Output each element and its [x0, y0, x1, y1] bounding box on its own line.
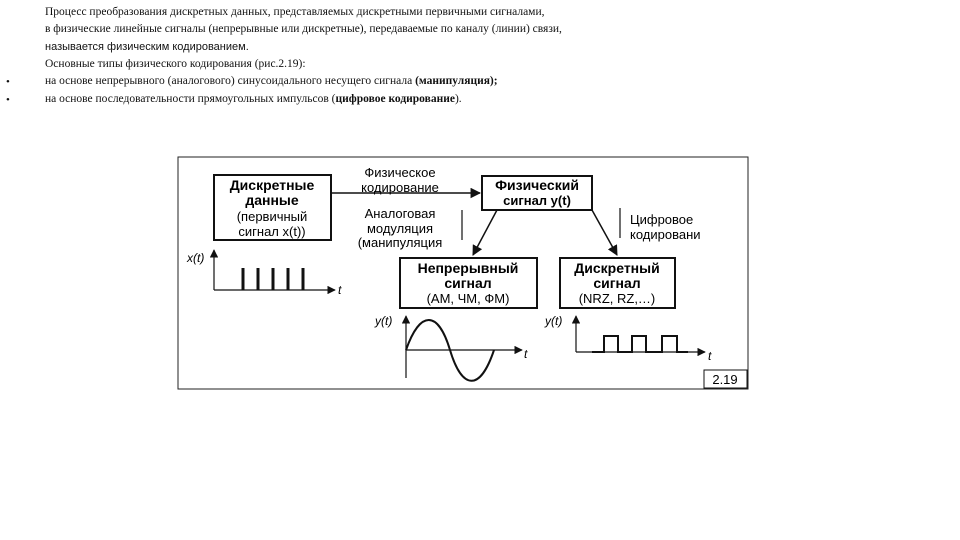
intro-line-1: Процесс преобразования дискретных данных, представляемых дискретными первичными сигналами,: [45, 6, 545, 18]
intro-line-2: в физические линейные сигналы (непрерывные или дискретные), передаваемые по каналу (линии) связи,: [45, 23, 562, 35]
plot-sine: [374, 314, 528, 381]
arrow-analog: [473, 210, 497, 255]
analog-label-line-3: (манипуляция: [357, 235, 443, 250]
box-discrete-signal-line-1: Дискретный: [574, 260, 660, 276]
bullet-2: •: [6, 94, 10, 106]
axis-label-yt: y(t): [545, 314, 563, 328]
list-item-suffix: ).: [454, 93, 462, 105]
axis-label-t: t: [338, 283, 342, 297]
rect-pulses: [592, 336, 688, 352]
list-item-text: на основе непрерывного (аналогового) синусоидального несущего сигнала: [45, 75, 416, 87]
plot-xt: [186, 250, 342, 297]
arrow-label-line-1: Физическое: [364, 165, 436, 180]
axis-label-t: t: [524, 347, 528, 361]
list-item-bold: (манипуляция);: [415, 75, 498, 87]
box-discrete-data-line-1: Дискретные: [229, 177, 315, 193]
list-item-text: на основе последовательности прямоугольных импульсов (: [45, 93, 336, 105]
box-physical-signal-line-2: сигнал y(t): [503, 193, 571, 208]
arrow-digital: [592, 210, 617, 255]
arrow-label-line-2: кодирование: [361, 180, 439, 195]
box-discrete-data-line-4: сигнал x(t)): [238, 224, 306, 239]
box-continuous-line-1: Непрерывный: [417, 260, 519, 276]
box-discrete-data-line-2: данные: [245, 192, 299, 208]
axis-label-xt: x(t): [187, 251, 205, 265]
box-discrete-data-line-3: (первичный: [236, 209, 308, 224]
axis-label-yt: y(t): [375, 314, 393, 328]
box-continuous-line-2: сигнал: [444, 275, 492, 291]
digital-label-line-2: кодировани: [630, 227, 701, 242]
analog-label-line-2: модуляция: [366, 221, 434, 236]
digital-label-line-1: Цифровое: [630, 212, 694, 227]
figure-number: 2.19: [712, 372, 738, 387]
plot-rect: [544, 314, 712, 363]
bullet-1: •: [6, 76, 10, 88]
box-discrete-signal-line-3: (NRZ, RZ,…): [578, 291, 656, 306]
intro-line-3: называется физическим кодированием.: [45, 41, 249, 53]
types-heading: Основные типы физического кодирования (рис.2.19):: [45, 58, 306, 70]
box-continuous-line-3: (AM, ЧМ, ФМ): [426, 291, 510, 306]
list-item-bold: цифровое кодирование: [335, 93, 455, 105]
analog-label-line-1: Аналоговая: [364, 206, 436, 221]
box-discrete-signal-line-2: сигнал: [593, 275, 641, 291]
box-physical-signal-line-1: Физический: [495, 177, 579, 193]
axis-label-t: t: [708, 349, 712, 363]
